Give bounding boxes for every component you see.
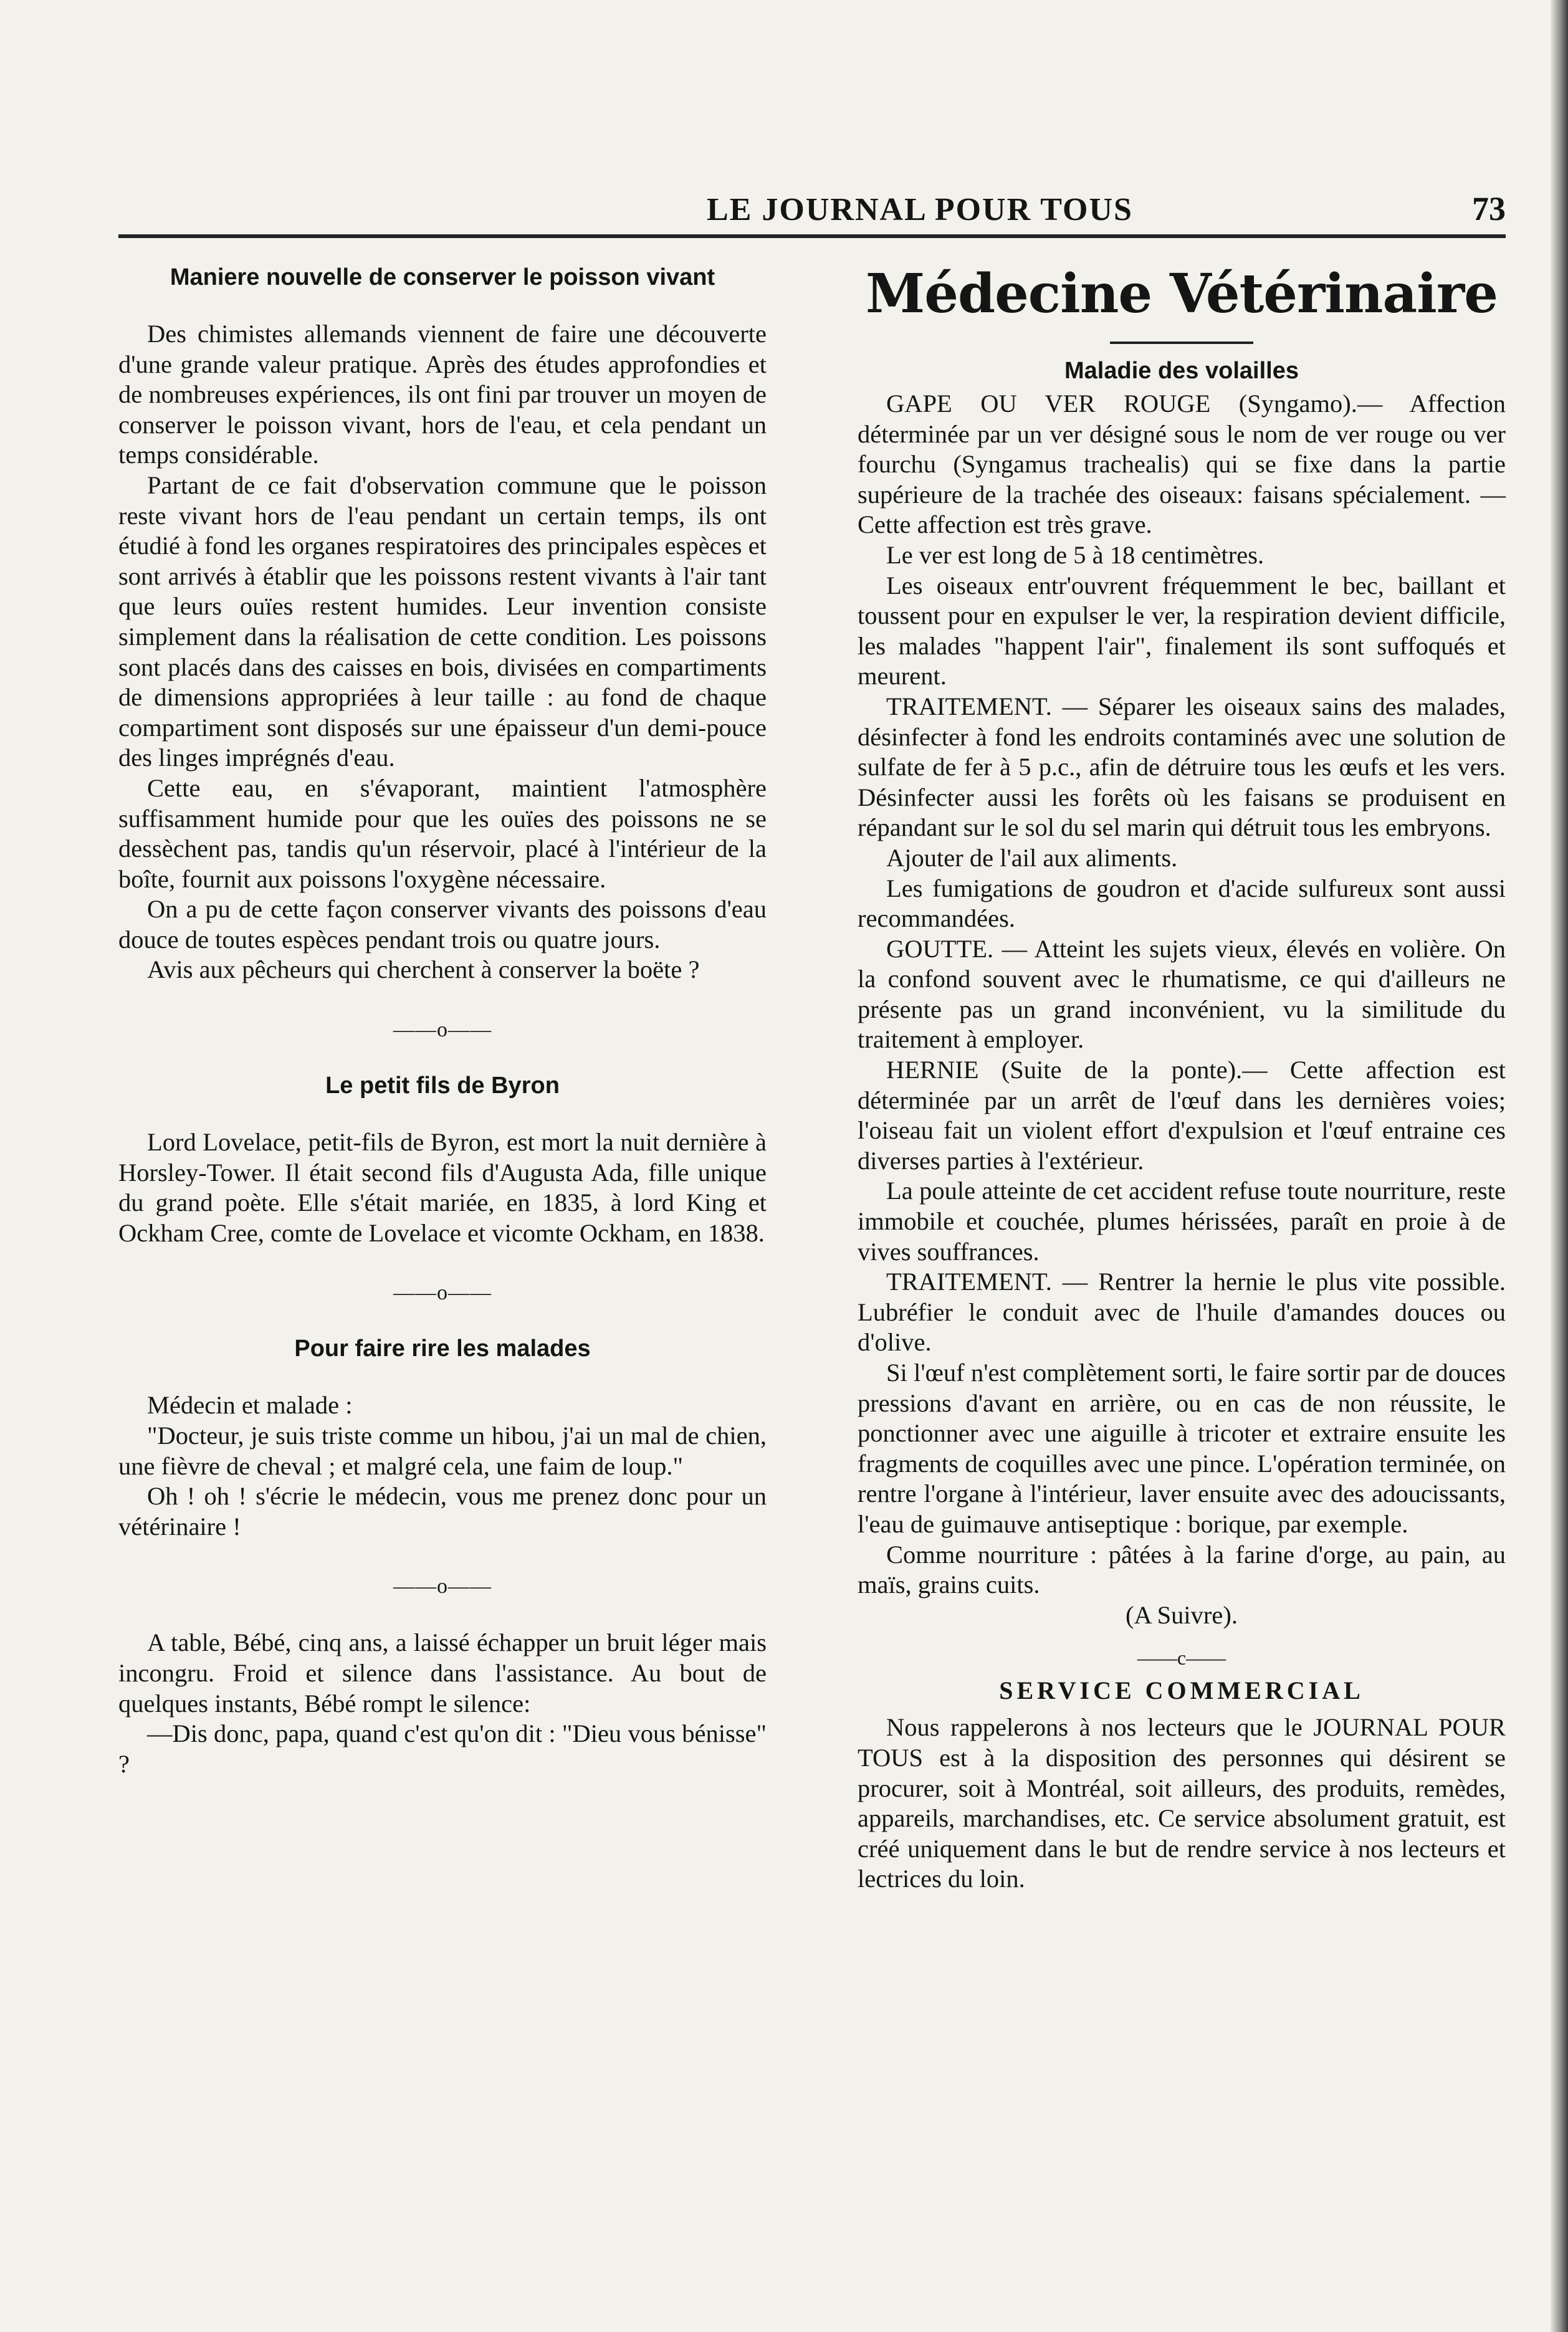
paragraph: Oh ! oh ! s'écrie le médecin, vous me prenez donc pour un vétérinaire !	[118, 1482, 767, 1541]
paragraph: GAPE OU VER ROUGE (Syngamo).— Affection déterminée par un ver désigné sous le nom de ver rouge ou ver fourchu (Syngamus trachealis) qui se fixe dans la partie supérieure de la trachée des oiseaux: faisans spécialement. — Cette affection est très grave.	[858, 389, 1506, 539]
paragraph: Cette eau, en s'évaporant, maintient l'atmosphère suffisamment humide pour que les ouïes des poissons ne se dessèchent pas, tandis qu'un réservoir, placé à l'intérieur de la boîte, fournit aux poissons l'oxygène nécessaire.	[118, 773, 767, 893]
paragraph: Les oiseaux entr'ouvrent fréquemment le bec, baillant et toussent pour en expulser le ver, la respiration devient difficile, les malades "happent l'air", finalement ils sont suffoqués et meurent.	[858, 571, 1506, 691]
paragraph: On a pu de cette façon conserver vivants des poissons d'eau douce de toutes espèces pendant trois ou quatre jours.	[118, 895, 767, 953]
paragraph: A table, Bébé, cinq ans, a laissé échapper un bruit léger mais incongru. Froid et silence dans l'assistance. Au bout de quelques instants, Bébé rompt le silence:	[118, 1628, 767, 1718]
scan-edge	[1551, 0, 1568, 2332]
paragraph: Si l'œuf n'est complètement sorti, le faire sortir par de douces pressions d'avant en arrière, ou en cas de non réussite, le ponctionner avec une aiguille à tricoter et extraire ensuite les fragments de coquilles avec une pince. L'opération terminée, on rentre l'organe à l'intérieur, laver ensuite avec des adoucissants, l'eau de guimauve antiseptique : borique, par exemple.	[858, 1359, 1506, 1538]
separator: ——o——	[393, 1281, 492, 1305]
separator: ——o——	[393, 1575, 492, 1598]
separator: ——c——	[1137, 1646, 1226, 1670]
article-title-byron: Le petit fils de Byron	[325, 1073, 560, 1099]
right-column	[858, 263, 1506, 1895]
page-number: 73	[1472, 190, 1506, 227]
section-subtitle: Maladie des volailles	[1064, 358, 1299, 384]
article-title-malades: Pour faire rire les malades	[294, 1336, 591, 1362]
paragraph: TRAITEMENT. — Rentrer la hernie le plus vite possible. Lubréfier le conduit avec de l'huile d'amandes douces ou d'olive.	[858, 1268, 1506, 1357]
paragraph: Le ver est long de 5 à 18 centimètres.	[886, 540, 1264, 569]
running-title: LE JOURNAL POUR TOUS	[707, 192, 1133, 227]
paragraph: Ajouter de l'ail aux aliments.	[886, 843, 1178, 872]
a-suivre: (A Suivre).	[1126, 1600, 1238, 1629]
paragraph: GOUTTE. — Atteint les sujets vieux, élevés en volière. On la confond souvent avec le rhumatisme, ce qui d'ailleurs ne présente pas un grand inconvénient, vu la similitude du traitement à employer.	[858, 934, 1506, 1054]
paragraph: Lord Lovelace, petit-fils de Byron, est mort la nuit dernière à Horsley-Tower. Il était second fils d'Augusta Ada, fille unique du grand poète. Elle s'était mariée, en 1835, à lord King et Ockham Cree, comte de Lovelace et vicomte Ockham, en 1838.	[118, 1128, 767, 1247]
title-rule	[1110, 342, 1253, 344]
paragraph: Partant de ce fait d'observation commune que le poisson reste vivant hors de l'eau pendant un certain temps, ils ont étudié à fond les organes respiratoires des principales espèces et sont arrivés à établir que les poissons restent vivants à l'air tant que leurs ouïes restent humides. Leur invention consiste simplement dans la réalisation de cette condition. Les poissons sont placés dans des caisses en bois, divisées en compartiments de dimensions appropriées à leur taille : au fond de chaque compartiment sont disposés sur une épaisseur d'un demi-pouce des linges imprégnés d'eau.	[118, 471, 767, 772]
article-title-poisson: Maniere nouvelle de conserver le poisson vivant	[170, 264, 715, 290]
paragraph: La poule atteinte de cet accident refuse toute nourriture, reste immobile et couchée, plumes hérissées, paraît en proie à de vives souffrances.	[858, 1177, 1506, 1266]
page-header	[118, 187, 1506, 238]
paragraph: Médecin et malade :	[147, 1391, 353, 1420]
paragraph: Les fumigations de goudron et d'acide sulfureux sont aussi recommandées.	[858, 874, 1506, 933]
section-title-veterinaire: Médecine Vétérinaire	[866, 262, 1498, 325]
paragraph: Nous rappelerons à nos lecteurs que le JOURNAL POUR TOUS est à la disposition des personnes qui désirent se procurer, soit à Montréal, soit ailleurs, des produits, remèdes, appareils, marchandises, etc. Ce service absolument gratuit, est créé uniquement dans le but de rendre service à nos lecteurs et lectrices du loin.	[858, 1713, 1506, 1893]
paragraph: Des chimistes allemands viennent de faire une découverte d'une grande valeur pratique. Après des études approfondies et de nombreuses expériences, ils ont fini par trouver un moyen de conserver le poisson vivant, hors de l'eau, et cela pendant un temps considérable.	[118, 320, 767, 469]
left-column	[118, 263, 767, 1895]
paragraph: Avis aux pêcheurs qui cherchent à conserver la boëte ?	[147, 955, 700, 984]
columns	[118, 263, 1506, 1895]
paragraph: TRAITEMENT. — Séparer les oiseaux sains des malades, désinfecter à fond les endroits contaminés avec une solution de sulfate de fer à 5 p.c., afin de détruire tous les œufs et les vers. Désinfecter aussi les forêts où les faisans se produisent en répandant sur le sol du sel marin qui détruit tous les embryons.	[858, 692, 1506, 842]
paragraph: "Docteur, je suis triste comme un hibou, j'ai un mal de chien, une fièvre de cheval ; et malgré cela, une faim de loup."	[118, 1422, 767, 1480]
paragraph: Comme nourriture : pâtées à la farine d'orge, au pain, au maïs, grains cuits.	[858, 1540, 1506, 1599]
paragraph: —Dis donc, papa, quand c'est qu'on dit : "Dieu vous bénisse" ?	[118, 1719, 767, 1778]
service-commercial-title: SERVICE COMMERCIAL	[999, 1676, 1364, 1705]
paragraph: HERNIE (Suite de la ponte).— Cette affection est déterminée par un arrêt de l'œuf dans les dernières voies; l'oiseau fait un violent effort d'expulsion et l'œuf entraine ces diverses parties à l'extérieur.	[858, 1056, 1506, 1175]
separator: ——o——	[393, 1018, 492, 1042]
